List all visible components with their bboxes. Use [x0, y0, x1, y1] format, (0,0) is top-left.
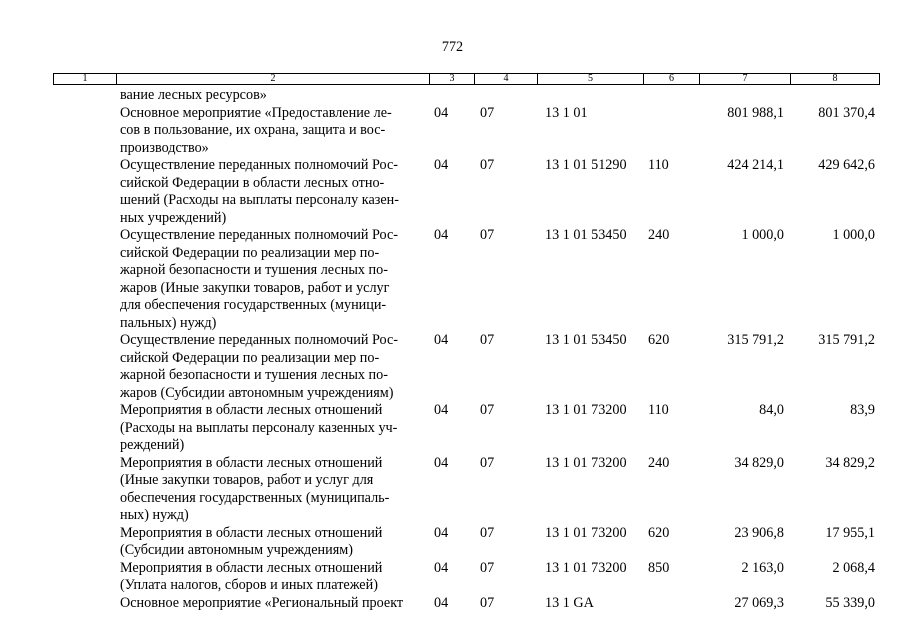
amount-year-1: 424 214,1 — [727, 157, 784, 173]
row-name-line: ных учреждений) — [120, 209, 227, 226]
subsection-code: 07 — [480, 454, 495, 471]
row-name-line: Осуществление переданных полномочий Рос- — [120, 227, 398, 243]
row-name-line: для обеспечения государственных (муници- — [120, 297, 387, 313]
amount-year-1: 23 906,8 — [734, 524, 784, 541]
page-number: 772 — [441, 39, 464, 55]
expense-type-code: 110 — [648, 402, 669, 418]
row-name-line: Мероприятия в области лесных отношений — [120, 402, 383, 418]
row-name-line: (Уплата налогов, сборов и иных платежей) — [120, 577, 378, 593]
target-article-code: 13 1 01 51290 — [545, 157, 627, 173]
row-name-line: сийской Федерации в области лесных отно- — [120, 174, 385, 191]
row-name-line: обеспечения государственных (муниципаль- — [120, 489, 390, 506]
amount-year-1: 2 163,0 — [741, 559, 784, 576]
amount-year-2: 55 339,0 — [825, 594, 875, 611]
target-article-code: 13 1 01 — [545, 104, 588, 121]
section-code: 04 — [434, 332, 449, 348]
expense-type-code: 240 — [648, 454, 670, 471]
row-name-line: сийской Федерации по реализации мер по- — [120, 349, 380, 366]
expense-type-code: 110 — [648, 157, 669, 173]
amount-year-2: 17 955,1 — [825, 524, 875, 541]
header-col-3: 3 — [429, 74, 474, 84]
amount-year-1: 315 791,2 — [727, 332, 784, 348]
row-name — [120, 105, 420, 158]
row-name — [120, 227, 420, 332]
row-name — [120, 87, 420, 105]
amount-year-1: 34 829,0 — [734, 454, 784, 471]
header-col-5: 5 — [537, 74, 643, 84]
table-header-row — [53, 73, 880, 85]
row-name-line: Осуществление переданных полномочий Рос- — [120, 157, 398, 173]
row-name-line: (Субсидии автономным учреждениям) — [120, 542, 353, 558]
subsection-code: 07 — [480, 227, 495, 243]
section-code: 04 — [434, 454, 449, 471]
row-name-line: Основное мероприятие «Предоставление ле- — [120, 104, 392, 121]
target-article-code: 13 1 01 73200 — [545, 524, 627, 541]
expense-type-code: 620 — [648, 332, 670, 348]
subsection-code: 07 — [480, 524, 495, 541]
row-name-line: сийской Федерации по реализации мер по- — [120, 244, 380, 261]
row-name-line: реждений) — [120, 437, 185, 453]
amount-year-2: 429 642,6 — [818, 157, 875, 173]
row-name-line: вание лесных ресурсов» — [120, 87, 267, 103]
amount-year-1: 84,0 — [759, 402, 784, 418]
row-name-line: Мероприятия в области лесных отношений — [120, 559, 383, 576]
section-code: 04 — [434, 104, 449, 121]
amount-year-2: 1 000,0 — [832, 227, 875, 243]
row-name-line: Осуществление переданных полномочий Рос- — [120, 332, 398, 348]
amount-year-2: 34 829,2 — [825, 454, 875, 471]
row-name-line: жаров (Иные закупки товаров, работ и услуг — [120, 279, 390, 296]
section-code: 04 — [434, 402, 449, 418]
header-col-4: 4 — [474, 74, 537, 84]
row-name-line: (Иные закупки товаров, работ и услуг для — [120, 472, 374, 488]
row-name-line: жарной безопасности и тушения лесных по- — [120, 367, 388, 383]
subsection-code: 07 — [480, 559, 495, 576]
row-name — [120, 332, 420, 402]
section-code: 04 — [434, 227, 449, 243]
row-name-line: Мероприятия в области лесных отношений — [120, 454, 383, 471]
header-col-6: 6 — [643, 74, 699, 84]
row-name — [120, 525, 420, 560]
header-col-1: 1 — [82, 73, 88, 84]
amount-year-1: 801 988,1 — [727, 104, 784, 121]
header-col-7: 7 — [699, 74, 790, 84]
expense-type-code: 240 — [648, 227, 670, 243]
amount-year-1: 1 000,0 — [741, 227, 784, 243]
row-name-line: жарной безопасности и тушения лесных по- — [120, 262, 388, 278]
section-code: 04 — [434, 594, 449, 611]
row-name — [120, 560, 420, 595]
row-name-line: шений (Расходы на выплаты персоналу казен- — [120, 192, 399, 208]
subsection-code: 07 — [480, 594, 495, 611]
section-code: 04 — [434, 524, 449, 541]
row-name — [120, 402, 420, 455]
subsection-code: 07 — [480, 157, 495, 173]
row-name — [120, 157, 420, 227]
row-name — [120, 455, 420, 525]
target-article-code: 13 1 GA — [545, 594, 594, 611]
section-code: 04 — [434, 157, 449, 173]
row-name-line: Основное мероприятие «Региональный проект — [120, 594, 404, 611]
row-name-line: производство» — [120, 139, 209, 156]
amount-year-1: 27 069,3 — [734, 594, 784, 611]
expense-type-code: 850 — [648, 559, 670, 576]
target-article-code: 13 1 01 73200 — [545, 559, 627, 576]
subsection-code: 07 — [480, 332, 495, 348]
row-name-line: (Расходы на выплаты персоналу казенных уч- — [120, 419, 398, 436]
section-code: 04 — [434, 559, 449, 576]
target-article-code: 13 1 01 53450 — [545, 332, 627, 348]
target-article-code: 13 1 01 73200 — [545, 402, 627, 418]
target-article-code: 13 1 01 73200 — [545, 454, 627, 471]
target-article-code: 13 1 01 53450 — [545, 227, 627, 243]
row-name-line: Мероприятия в области лесных отношений — [120, 524, 383, 541]
row-name — [120, 595, 420, 613]
amount-year-2: 2 068,4 — [832, 559, 875, 576]
row-name-line: пальных) нужд) — [120, 314, 217, 331]
amount-year-2: 83,9 — [850, 402, 875, 418]
row-name-line: жаров (Субсидии автономным учреждениям) — [120, 384, 394, 401]
header-col-8: 8 — [790, 74, 879, 84]
subsection-code: 07 — [480, 402, 495, 418]
expense-type-code: 620 — [648, 524, 670, 541]
row-name-line: сов в пользование, их охрана, защита и вос- — [120, 122, 386, 138]
amount-year-2: 315 791,2 — [818, 332, 875, 348]
row-name-line: ных) нужд) — [120, 507, 189, 523]
amount-year-2: 801 370,4 — [818, 104, 875, 121]
subsection-code: 07 — [480, 104, 495, 121]
header-col-2: 2 — [116, 74, 429, 84]
